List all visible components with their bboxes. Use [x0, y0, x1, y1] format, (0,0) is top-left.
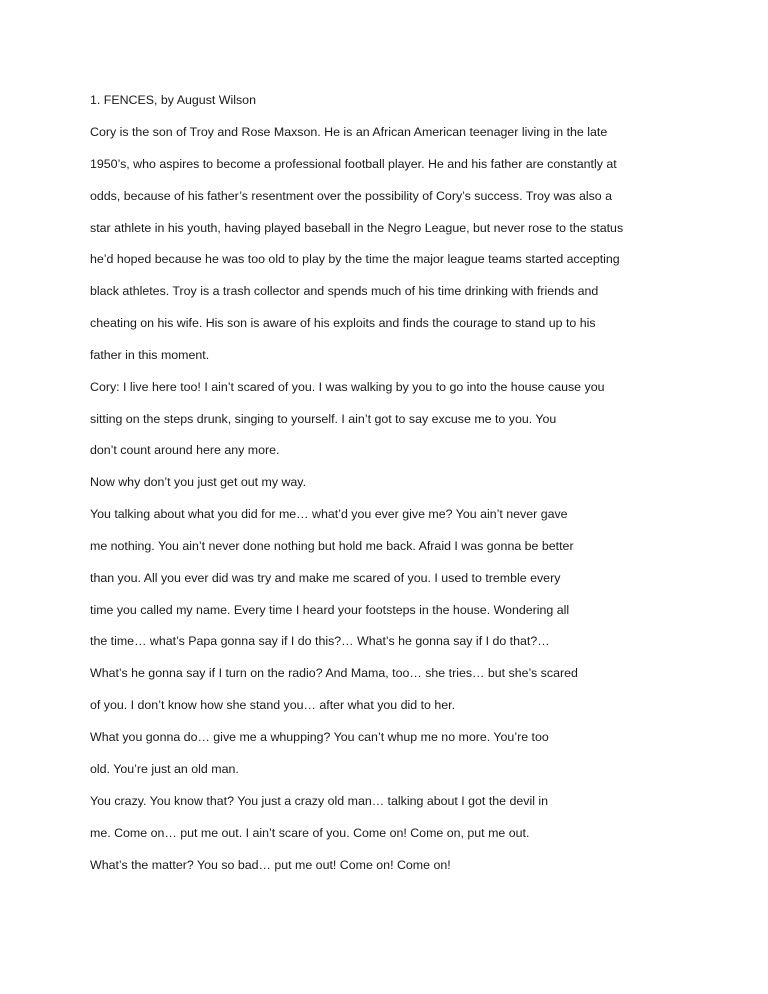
intro-line: he’d hoped because he was too old to play by the time the major league teams started accepting	[90, 252, 620, 266]
intro-line: 1950’s, who aspires to become a professional football player. He and his father are constantly at	[90, 157, 617, 171]
monologue-line: time you called my name. Every time I heard your footsteps in the house. Wondering all	[90, 603, 570, 617]
monologue-line: What’s he gonna say if I turn on the radio? And Mama, too… she tries… but she’s scared	[90, 666, 578, 680]
intro-line: black athletes. Troy is a trash collector and spends much of his time drinking with friends and	[90, 284, 599, 298]
intro-line: Cory is the son of Troy and Rose Maxson. He is an African American teenager living in the late	[90, 125, 608, 139]
monologue-line: the time… what’s Papa gonna say if I do this?… What’s he gonna say if I do that?…	[90, 634, 550, 648]
monologue-line: old. You’re just an old man.	[90, 762, 239, 776]
monologue-line: You talking about what you did for me… what’d you ever give me? You ain’t never gave	[90, 507, 568, 521]
intro-line: odds, because of his father’s resentment over the possibility of Cory’s success. Troy was also a	[90, 189, 613, 203]
monologue-line: What you gonna do… give me a whupping? You can’t whup me no more. You’re too	[90, 730, 549, 744]
monologue-line: me. Come on… put me out. I ain’t scare of you. Come on! Come on, put me out.	[90, 826, 530, 840]
monologue-line: don’t count around here any more.	[90, 443, 280, 457]
intro-line: cheating on his wife. His son is aware of his exploits and finds the courage to stand up to his	[90, 316, 596, 330]
monologue-line: me nothing. You ain’t never done nothing but hold me back. Afraid I was gonna be better	[90, 539, 574, 553]
intro-line: star athlete in his youth, having played baseball in the Negro League, but never rose to the status	[90, 221, 624, 235]
monologue-line: Cory: I live here too! I ain’t scared of you. I was walking by you to go into the house cause you	[90, 380, 605, 394]
monologue-line: What’s the matter? You so bad… put me out! Come on! Come on!	[90, 858, 451, 872]
monologue-line: than you. All you ever did was try and make me scared of you. I used to tremble every	[90, 571, 561, 585]
monologue-line: You crazy. You know that? You just a crazy old man… talking about I got the devil in	[90, 794, 549, 808]
document-title: 1. FENCES, by August Wilson	[90, 93, 256, 107]
monologue-line: of you. I don’t know how she stand you… after what you did to her.	[90, 698, 456, 712]
intro-line: father in this moment.	[90, 348, 210, 362]
monologue-line: sitting on the steps drunk, singing to yourself. I ain’t got to say excuse me to you. You	[90, 412, 557, 426]
monologue-line: Now why don’t you just get out my way.	[90, 475, 307, 489]
